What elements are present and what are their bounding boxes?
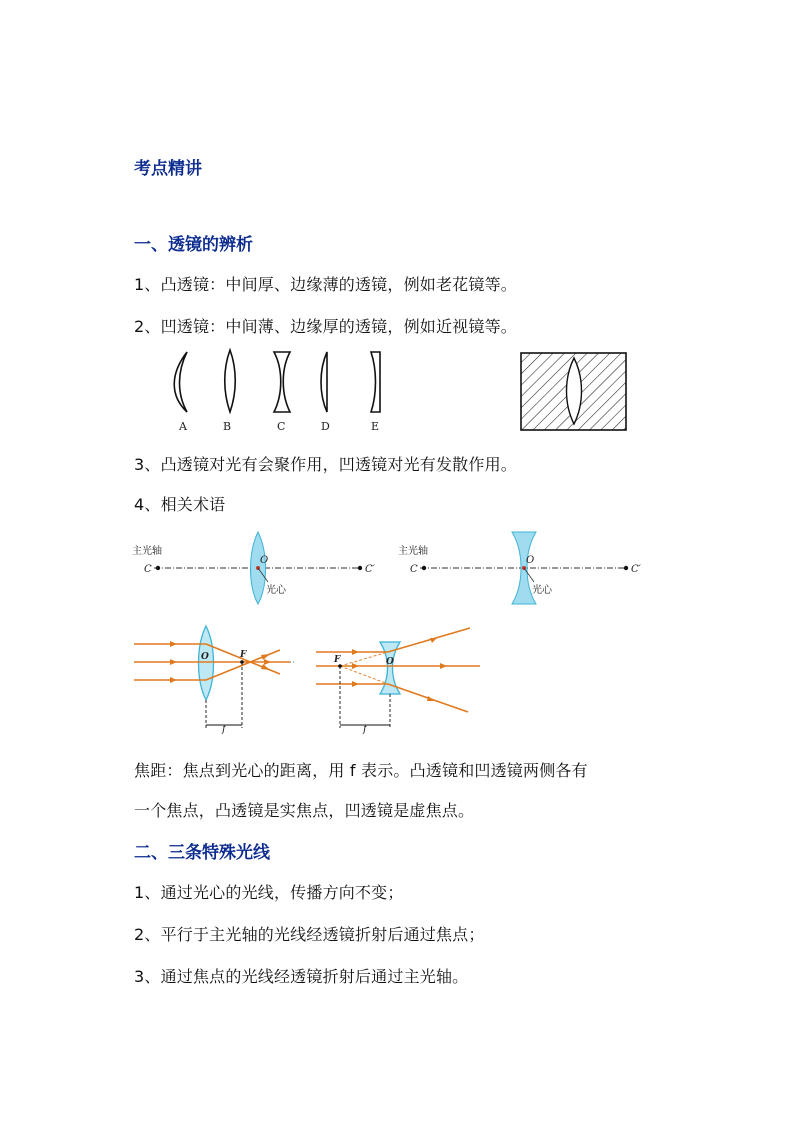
lens-e xyxy=(371,352,380,412)
lens-label-a: A xyxy=(179,420,187,433)
lens-c xyxy=(274,352,290,412)
optical-center-o: O xyxy=(260,555,269,566)
lens-label-c: C xyxy=(277,420,286,433)
optical-center-o-2: O xyxy=(526,555,535,566)
paragraph-ray-1: 1、通过光心的光线，传播方向不变； xyxy=(134,883,404,902)
convex-axis-figure xyxy=(130,530,390,610)
lens-label-d: D xyxy=(321,420,330,433)
paragraph-lens-effect: 3、凸透镜对光有会聚作用，凹透镜对光有发散作用。 xyxy=(134,455,517,474)
focal-length-f-2: f xyxy=(363,724,367,735)
lens-d xyxy=(321,352,327,412)
axis-point-c: C xyxy=(144,564,152,575)
section-2-heading: 二、三条特殊光线 xyxy=(134,843,270,863)
focus-point-f-2: F xyxy=(334,655,341,665)
lens-label-e: E xyxy=(371,420,380,433)
focus-center-o-2: O xyxy=(386,657,394,667)
lens-b xyxy=(225,350,236,412)
axis-label-2: 主光轴 xyxy=(398,546,428,557)
convex-focus-figure xyxy=(130,624,300,742)
focus-point-f: F xyxy=(240,650,247,660)
concave-focus-figure xyxy=(312,624,484,742)
lens-label-b: B xyxy=(223,420,232,433)
hatched-lens-figure xyxy=(520,352,628,432)
paragraph-focal-length-1: 焦距：焦点到光心的距离，用 f 表示。凸透镜和凹透镜两侧各有 xyxy=(134,761,588,780)
lens-a xyxy=(174,352,187,412)
paragraph-ray-3: 3、通过焦点的光线经透镜折射后通过主光轴。 xyxy=(134,967,469,986)
paragraph-terms: 4、相关术语 xyxy=(134,495,226,514)
concave-axis-figure xyxy=(396,530,656,610)
axis-point-c-prime: C′ xyxy=(365,564,375,575)
page-title: 考点精讲 xyxy=(134,159,202,179)
paragraph-convex-definition: 1、凸透镜：中间厚、边缘薄的透镜，例如老花镜等。 xyxy=(134,275,517,294)
focal-length-f: f xyxy=(222,724,226,735)
optical-center-label: 光心 xyxy=(266,585,286,596)
paragraph-concave-definition: 2、凹透镜：中间薄、边缘厚的透镜，例如近视镜等。 xyxy=(134,317,517,336)
axis-label: 主光轴 xyxy=(132,546,162,557)
paragraph-focal-length-2: 一个焦点，凸透镜是实焦点，凹透镜是虚焦点。 xyxy=(134,801,475,820)
lens-shapes-figure xyxy=(160,344,400,436)
optical-center-label-2: 光心 xyxy=(532,585,552,596)
paragraph-ray-2: 2、平行于主光轴的光线经透镜折射后通过焦点； xyxy=(134,925,485,944)
section-1-heading: 一、透镜的辨析 xyxy=(134,235,253,255)
axis-point-c-prime-2: C′ xyxy=(631,564,641,575)
focus-center-o: O xyxy=(201,652,209,662)
axis-point-c-2: C xyxy=(410,564,418,575)
